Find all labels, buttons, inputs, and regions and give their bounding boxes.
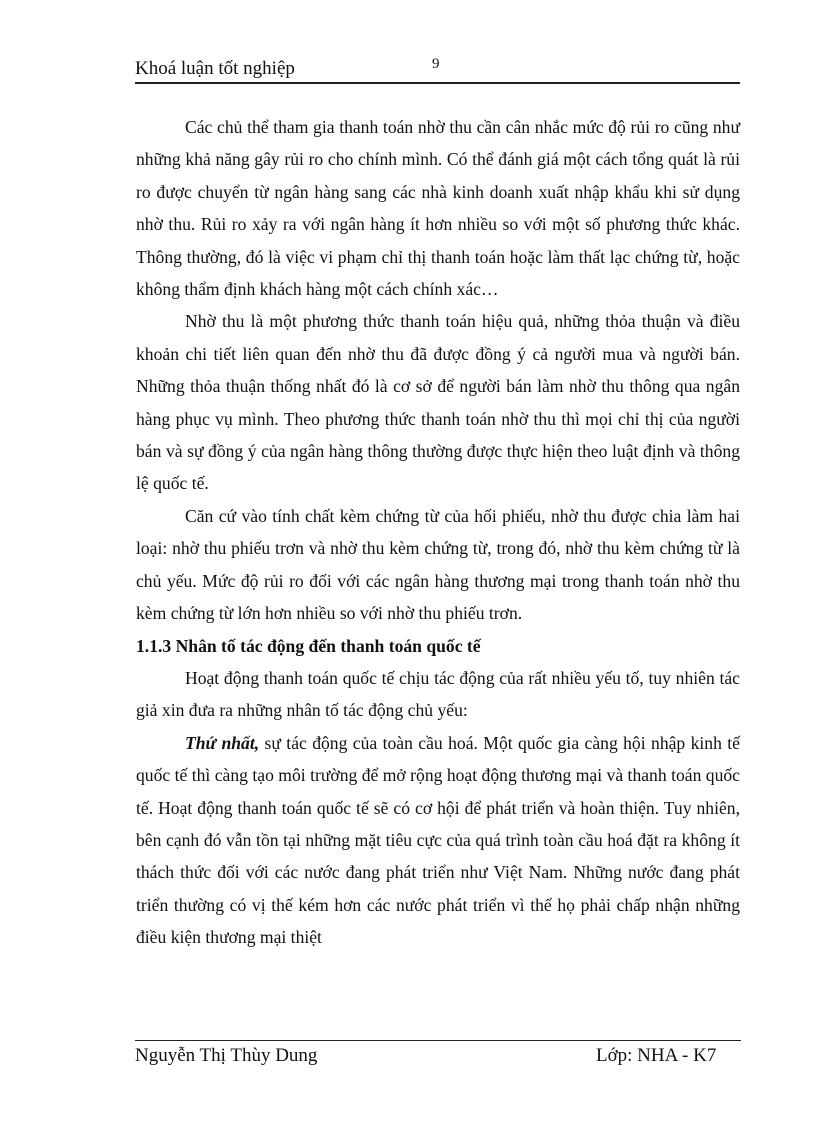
document-body [136,111,740,954]
first-factor-text: sự tác động của toàn cầu hoá. Một quốc gia càng hội nhập kinh tế quốc tế thì càng tạo môi trường để mở rộng hoạt động thương mại và thanh toán quốc tế. Hoạt động thanh toán quốc tế sẽ có cơ hội để phát triển và hoàn thiện. Tuy nhiên, bên cạnh đó vẫn tồn tại những mặt tiêu cực của quá trình toàn cầu hoá đặt ra không ít thách thức đối với các nước đang phát triển như Việt Nam. Những nước đang phát triển thường có vị thế kém hơn các nước phát triển vì thế họ phải chấp nhận những điều kiện thương mại thiệt [136,732,740,948]
page-number: 9 [432,56,440,72]
first-factor-lead: Thứ nhất, [185,732,260,753]
footer-author: Nguyễn Thị Thùy Dung [135,1045,318,1066]
paragraph-collection-efficiency: Nhờ thu là một phương thức thanh toán hiệu quả, những thỏa thuận và điều khoản chi tiết liên quan đến nhờ thu đã được đồng ý cả người mua và người bán. Những thỏa thuận thống nhất đó là cơ sở để người bán làm nhờ thu thông qua ngân hàng phục vụ mình. Theo phương thức thanh toán nhờ thu thì mọi chỉ thị của người bán và sự đồng ý của ngân hàng thông thường được thực hiện theo luật định và thông lệ quốc tế. [136,311,740,494]
footer-divider [135,1040,741,1041]
paragraph-collection-risk: Các chủ thể tham gia thanh toán nhờ thu cần cân nhắc mức độ rủi ro cũng như những khả năng gây rủi ro cho chính mình. Có thể đánh giá một cách tổng quát là rủi ro được chuyển từ ngân hàng sang các nhà kinh doanh xuất nhập khẩu khi sử dụng nhờ thu. Rủi ro xảy ra với ngân hàng ít hơn nhiều so với một số phương thức khác. Thông thường, đó là việc vi phạm chỉ thị thanh toán hoặc làm thất lạc chứng từ, hoặc không thẩm định khách hàng một cách chính xác… [136,117,740,300]
page-header [135,56,740,84]
section-heading: 1.1.3 Nhân tố tác động đến thanh toán quốc tế [136,635,481,656]
paragraph-factors-intro: Hoạt động thanh toán quốc tế chịu tác động của rất nhiều yếu tố, tuy nhiên tác giả xin đưa ra những nhân tố tác động chủ yếu: [136,667,740,721]
header-title: Khoá luận tốt nghiệp [135,58,295,79]
paragraph-collection-types: Căn cứ vào tính chất kèm chứng từ của hối phiếu, nhờ thu được chia làm hai loại: nhờ thu phiếu trơn và nhờ thu kèm chứng từ, trong đó, nhờ thu kèm chứng từ là chủ yếu. Mức độ rủi ro đối với các ngân hàng thương mại trong thanh toán nhờ thu kèm chứng từ lớn hơn nhiều so với nhờ thu phiếu trơn. [136,505,740,624]
footer-class: Lớp: NHA - K7 [596,1045,717,1066]
paragraph-first-factor [136,727,740,954]
